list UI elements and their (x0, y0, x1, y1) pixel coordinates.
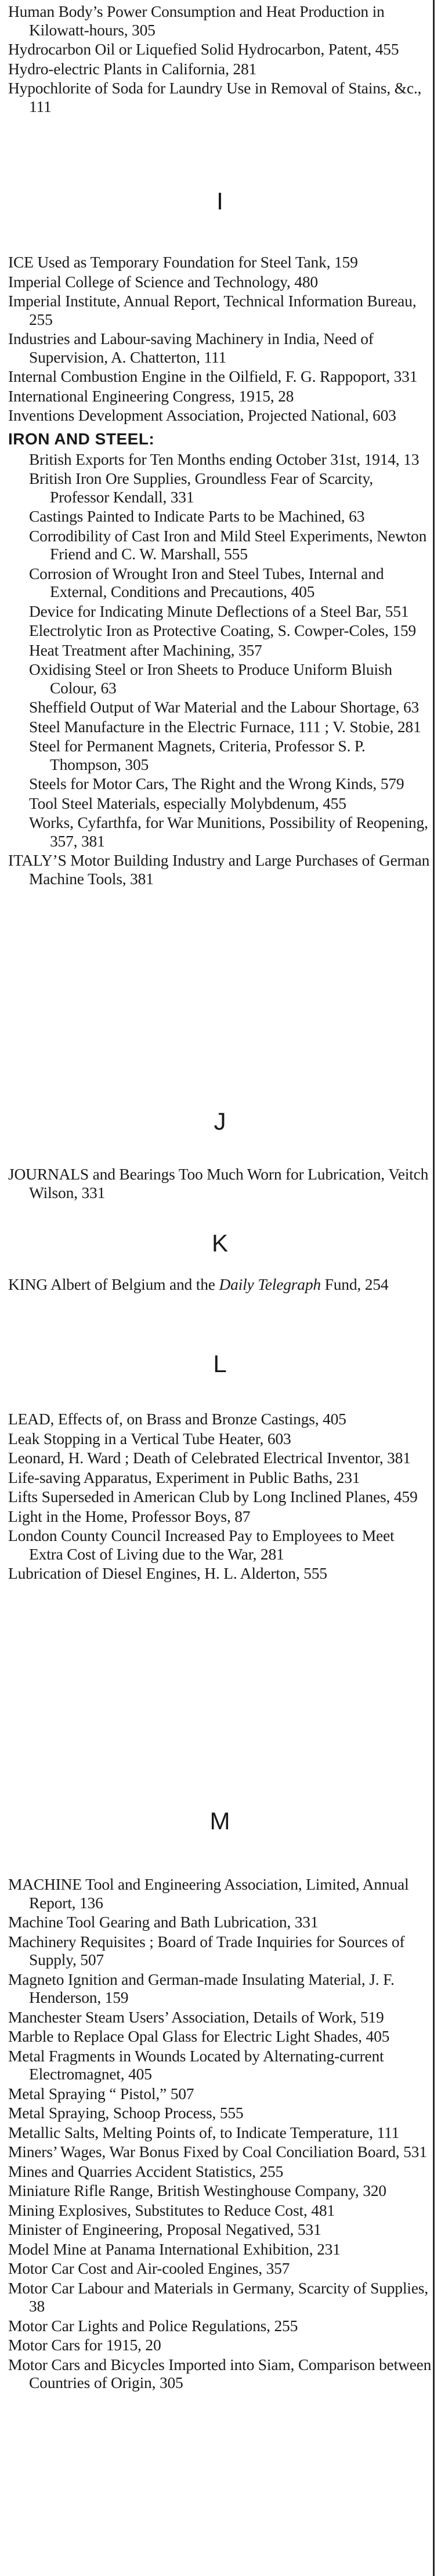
index-entry: Hydrocarbon Oil or Liquefied Solid Hydrocarbon, Patent, 455 (8, 40, 399, 58)
index-entry: International Engineering Congress, 1915, 28 (8, 386, 294, 405)
index-subentry: Sheffield Output of War Material and the Labour Shortage, 63 (29, 698, 420, 716)
index-entry: Hypochlorite of Soda for Laundry Use in Removal of Stains, &c., 111 (8, 79, 422, 115)
index-entry: Human Body’s Power Consumption and Heat Production in Kilowatt-hours, 305 (8, 2, 385, 39)
section-letter-l: L (213, 1350, 227, 1377)
index-subentry: Electrolytic Iron as Protective Coating, S. Cowper-Coles, 159 (29, 621, 416, 639)
section-h-continued (8, 2, 432, 117)
index-subentry: British Exports for Ten Months ending October 31st, 1914, 13 (29, 450, 420, 468)
index-entry: Motor Car Labour and Materials in Germany, Scarcity of Supplies, 38 (8, 2278, 428, 2315)
subject-heading-iron-and-steel: IRON AND STEEL: (8, 429, 155, 448)
index-subentry: Tool Steel Materials, especially Molybdenum, 455 (29, 794, 346, 812)
index-entry: Hydro-electric Plants in California, 281 (8, 59, 257, 78)
index-entry: Lifts Superseded in American Club by Long Inclined Planes, 459 (8, 1488, 418, 1506)
column-rule (433, 0, 435, 2576)
index-entry: Miniature Rifle Range, British Westinghouse Company, 320 (8, 2181, 386, 2199)
index-entry: Motor Cars and Bicycles Imported into Siam, Comparison between Countries of Origin, 305 (8, 2355, 432, 2392)
index-entry: LEAD, Effects of, on Brass and Bronze Castings, 405 (8, 1410, 346, 1428)
index-entry: Life-saving Apparatus, Experiment in Public Baths, 231 (8, 1468, 360, 1486)
index-entry: Imperial Institute, Annual Report, Technical Information Bureau, 255 (8, 292, 417, 328)
index-entry: Light in the Home, Professor Boys, 87 (8, 1507, 251, 1525)
index-entry: Metal Spraying, Schoop Process, 555 (8, 2104, 244, 2122)
index-entry: Internal Combustion Engine in the Oilfield, F. G. Rappoport, 331 (8, 367, 418, 385)
entry-italic-title: Daily Telegraph (219, 1275, 321, 1293)
index-entry: Magneto Ignition and German-made Insulating Material, J. F. Henderson, 159 (8, 1970, 395, 2006)
index-subentry: Steel for Permanent Magnets, Criteria, Professor S. P. Thompson, 305 (29, 737, 366, 773)
index-entry: JOURNALS and Bearings Too Much Worn for Lubrication, Veitch Wilson, 331 (8, 1165, 429, 1202)
index-subentry: Steel Manufacture in the Electric Furnace, 111 ; V. Stobie, 281 (29, 717, 421, 736)
index-entry: Metal Fragments in Wounds Located by Alternating-current Electromagnet, 405 (8, 2046, 384, 2083)
index-subentry: Works, Cyfarthfa, for War Munitions, Possibility of Reopening, 357, 381 (29, 813, 428, 850)
index-entry: Marble to Replace Opal Glass for Electric Light Shades, 405 (8, 2027, 390, 2045)
section-letter-i: I (216, 187, 223, 215)
index-entry: Minister of Engineering, Proposal Negatived, 531 (8, 2220, 321, 2238)
index-entry: Metal Spraying “ Pistol,” 507 (8, 2084, 194, 2103)
index-entry: Miners’ Wages, War Bonus Fixed by Coal Conciliation Board, 531 (8, 2143, 427, 2161)
index-subentry: Corrosion of Wrought Iron and Steel Tubes, Internal and External, Conditions and Precautions, 405 (29, 564, 384, 600)
section-i (8, 253, 432, 889)
index-entry: Mining Explosives, Substitutes to Reduce Cost, 481 (8, 2201, 335, 2219)
index-entry: MACHINE Tool and Engineering Association, Limited, Annual Report, 136 (8, 1875, 409, 1912)
index-entry: Manchester Steam Users’ Association, Details of Work, 519 (8, 2007, 384, 2026)
iron-and-steel-subentries (29, 450, 432, 851)
section-j (8, 1165, 432, 1203)
index-subentry: Oxidising Steel or Iron Sheets to Produce Uniform Bluish Colour, 63 (29, 660, 392, 697)
index-entry: London County Council Increased Pay to Employees to Meet Extra Cost of Living due to the War, 281 (8, 1526, 395, 1563)
section-letter-k: K (211, 1229, 228, 1257)
index-subentry: Heat Treatment after Machining, 357 (29, 641, 262, 659)
section-letter-j: J (214, 1108, 226, 1135)
index-entry: Industries and Labour-saving Machinery in India, Need of Supervision, A. Chatterton, 111 (8, 330, 374, 366)
section-letter-m: M (209, 1807, 230, 1835)
index-entry: Imperial College of Science and Technology, 480 (8, 272, 318, 291)
index-entry (8, 1275, 432, 1294)
index-subentry: Castings Painted to Indicate Parts to be Machined, 63 (29, 507, 365, 525)
index-entry: Machinery Requisites ; Board of Trade Inquiries for Sources of Supply, 507 (8, 1932, 405, 1969)
index-entry: Lubrication of Diesel Engines, H. L. Alderton, 555 (8, 1564, 327, 1582)
index-entry: ICE Used as Temporary Foundation for Steel Tank, 159 (8, 253, 358, 271)
index-entry: Leonard, H. Ward ; Death of Celebrated Electrical Inventor, 381 (8, 1449, 411, 1467)
index-entry: ITALY’S Motor Building Industry and Large Purchases of German Machine Tools, 381 (8, 851, 430, 888)
section-l (8, 1410, 432, 1584)
entry-text: KING Albert of Belgium and the (8, 1275, 219, 1293)
section-k (8, 1275, 432, 1295)
index-entry: Motor Cars for 1915, 20 (8, 2336, 161, 2354)
index-subentry: Corrodibility of Cast Iron and Mild Steel Experiments, Newton Friend and C. W. Marshall, 555 (29, 526, 427, 563)
section-m (8, 1875, 432, 2393)
index-entry: Model Mine at Panama International Exhibition, 231 (8, 2239, 341, 2258)
index-entry: Metallic Salts, Melting Points of, to Indicate Temperature, 111 (8, 2123, 400, 2141)
index-subentry: Device for Indicating Minute Deflections of a Steel Bar, 551 (29, 602, 409, 620)
index-entry: Machine Tool Gearing and Bath Lubrication, 331 (8, 1913, 319, 1931)
index-entry: Motor Car Lights and Police Regulations, 255 (8, 2316, 298, 2335)
index-entry: Inventions Development Association, Projected National, 603 (8, 406, 396, 424)
index-subentry: British Iron Ore Supplies, Groundless Fear of Scarcity, Professor Kendall, 331 (29, 469, 373, 506)
index-entry: Mines and Quarries Accident Statistics, 255 (8, 2162, 284, 2180)
index-entry: Leak Stopping in a Vertical Tube Heater, 603 (8, 1429, 291, 1448)
entry-text: Fund, 254 (320, 1275, 389, 1293)
index-subentry: Steels for Motor Cars, The Right and the Wrong Kinds, 579 (29, 775, 404, 793)
index-entry: Motor Car Cost and Air-cooled Engines, 357 (8, 2259, 290, 2277)
